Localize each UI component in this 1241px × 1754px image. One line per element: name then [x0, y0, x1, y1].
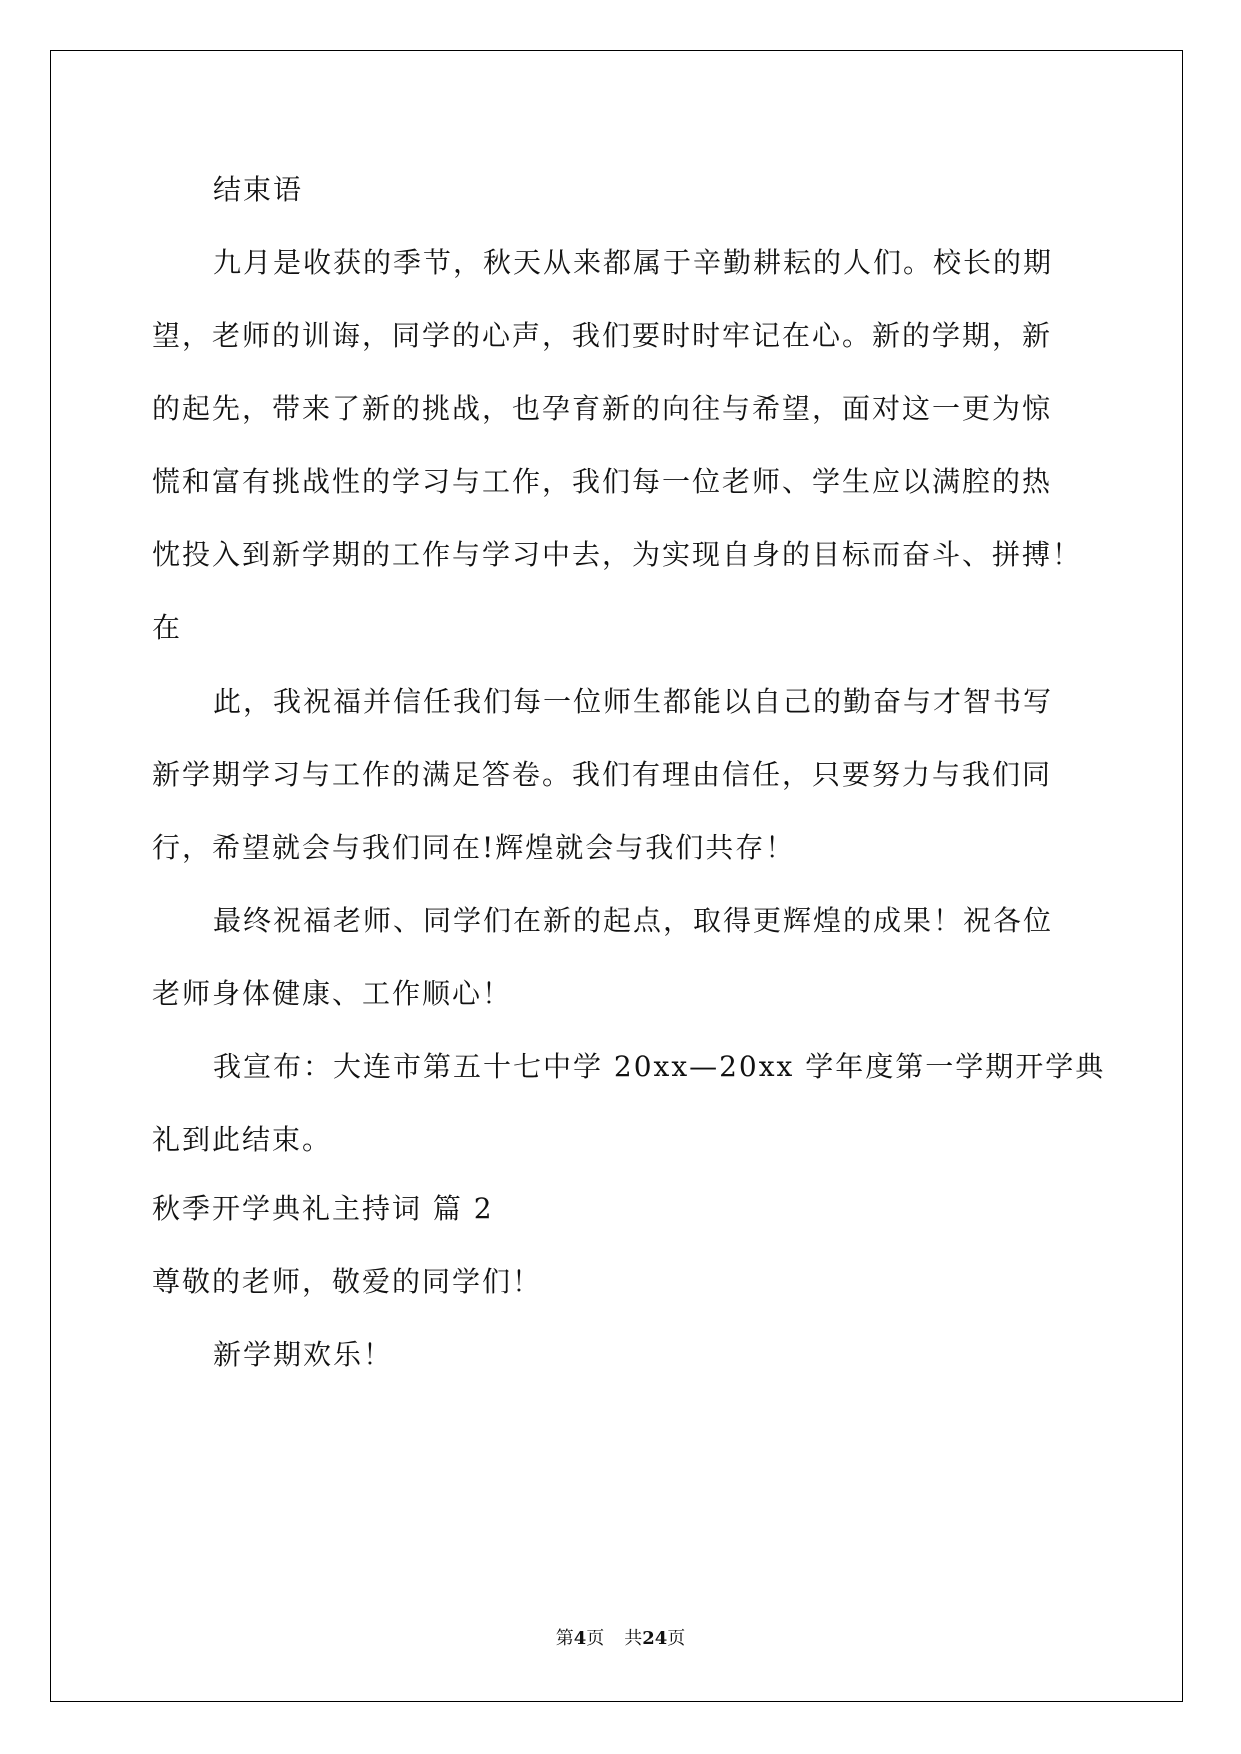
text-line: 新学期学习与工作的满足答卷。我们有理由信任，只要努力与我们同	[152, 758, 1053, 791]
text-line: 忱投入到新学期的工作与学习中去，为实现自身的目标而奋斗、拼搏！	[152, 538, 1083, 571]
text-line: 最终祝福老师、同学们在新的起点，取得更辉煌的成果！祝各位	[213, 904, 1054, 937]
text-line: 慌和富有挑战性的学习与工作，我们每一位老师、学生应以满腔的热	[152, 465, 1053, 498]
text-line: 行，希望就会与我们同在!辉煌就会与我们共存！	[152, 831, 796, 864]
salutation: 尊敬的老师，敬爱的同学们！	[152, 1265, 543, 1298]
section-heading: 结束语	[213, 173, 304, 206]
footer-page-number: 4	[573, 1628, 587, 1649]
text-line: 老师身体健康、工作顺心！	[152, 977, 513, 1010]
text-line: 九月是收获的季节，秋天从来都属于辛勤耕耘的人们。校长的期	[213, 246, 1054, 279]
text-line: 的起先，带来了新的挑战，也孕育新的向往与希望，面对这一更为惊	[152, 392, 1053, 425]
text-line: 礼到此结束。	[152, 1123, 333, 1156]
footer-total-pages: 24	[642, 1628, 668, 1649]
footer-prefix: 第	[555, 1628, 574, 1649]
footer-total-suffix: 页	[667, 1628, 686, 1649]
page-footer	[0, 1627, 1241, 1651]
text-line: 在	[152, 611, 183, 644]
footer-page-suffix: 页	[586, 1628, 605, 1649]
footer-total-prefix: 共	[624, 1628, 643, 1649]
text-line: 我宣布：大连市第五十七中学 20xx—20xx 学年度第一学期开学典	[213, 1050, 1106, 1083]
text-line: 望，老师的训诲，同学的心声，我们要时时牢记在心。新的学期，新	[152, 319, 1053, 352]
text-line: 此，我祝福并信任我们每一位师生都能以自己的勤奋与才智书写	[213, 685, 1054, 718]
page-border	[50, 50, 1183, 1702]
text-line: 新学期欢乐！	[213, 1338, 394, 1371]
article-title: 秋季开学典礼主持词 篇 2	[152, 1192, 494, 1225]
